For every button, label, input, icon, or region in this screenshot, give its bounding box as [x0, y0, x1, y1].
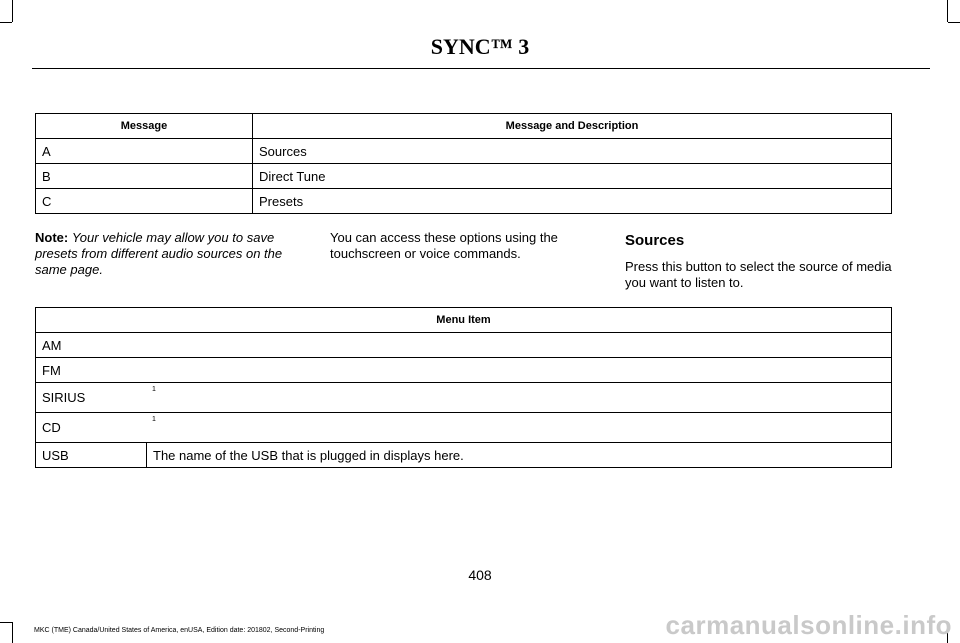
table-row	[36, 383, 892, 413]
table-header-row	[36, 114, 892, 139]
crop-mark	[0, 622, 12, 623]
note-text: Your vehicle may allow you to save presets from different audio sources on the same page.	[35, 230, 283, 277]
crop-mark	[12, 0, 13, 22]
table-row	[36, 139, 892, 164]
sources-heading: Sources	[625, 232, 685, 249]
menu-item: SIRIUS	[42, 390, 86, 405]
menu-item-cell	[36, 383, 892, 413]
message-key: C	[36, 189, 253, 214]
column-header-menu-item: Menu Item	[36, 308, 892, 333]
table-header-row	[36, 308, 892, 333]
sources-section	[625, 233, 893, 291]
menu-item: CD	[42, 420, 61, 435]
options-paragraph: You can access these options using the touchscreen or voice commands.	[330, 230, 558, 261]
footer-text: MKC (TME) Canada/United States of America, enUSA, Edition date: 201802, Second-Printing	[34, 627, 325, 634]
table-row	[36, 413, 892, 443]
note-paragraph	[35, 230, 310, 278]
message-value: Sources	[253, 139, 892, 164]
menu-item: USB	[36, 443, 147, 468]
menu-item-cell	[36, 413, 892, 443]
table-row	[36, 164, 892, 189]
message-key: A	[36, 139, 253, 164]
page-number: 408	[468, 567, 492, 583]
crop-mark	[12, 622, 13, 643]
watermark: carmanualsonline.info	[665, 610, 952, 640]
footnote-marker: 1	[152, 416, 156, 423]
crop-mark	[0, 22, 12, 23]
header-divider	[32, 68, 930, 69]
menu-item: AM	[36, 333, 892, 358]
menu-item-description: The name of the USB that is plugged in displays here.	[147, 443, 892, 468]
message-value: Direct Tune	[253, 164, 892, 189]
column-header-description: Message and Description	[253, 114, 892, 139]
page-title: SYNC™ 3	[430, 34, 530, 59]
table-row	[36, 189, 892, 214]
note-label: Note:	[35, 230, 69, 245]
crop-mark	[947, 0, 948, 22]
menu-item-table	[35, 307, 892, 468]
column-header-message: Message	[36, 114, 253, 139]
table-row	[36, 333, 892, 358]
menu-item: FM	[36, 358, 892, 383]
table-row	[36, 443, 892, 468]
footnote-marker: 1	[152, 386, 156, 393]
message-value: Presets	[253, 189, 892, 214]
message-table	[35, 113, 892, 214]
message-key: B	[36, 164, 253, 189]
crop-mark	[948, 22, 960, 23]
sources-text: Press this button to select the source of media you want to listen to.	[625, 259, 892, 290]
table-row	[36, 358, 892, 383]
